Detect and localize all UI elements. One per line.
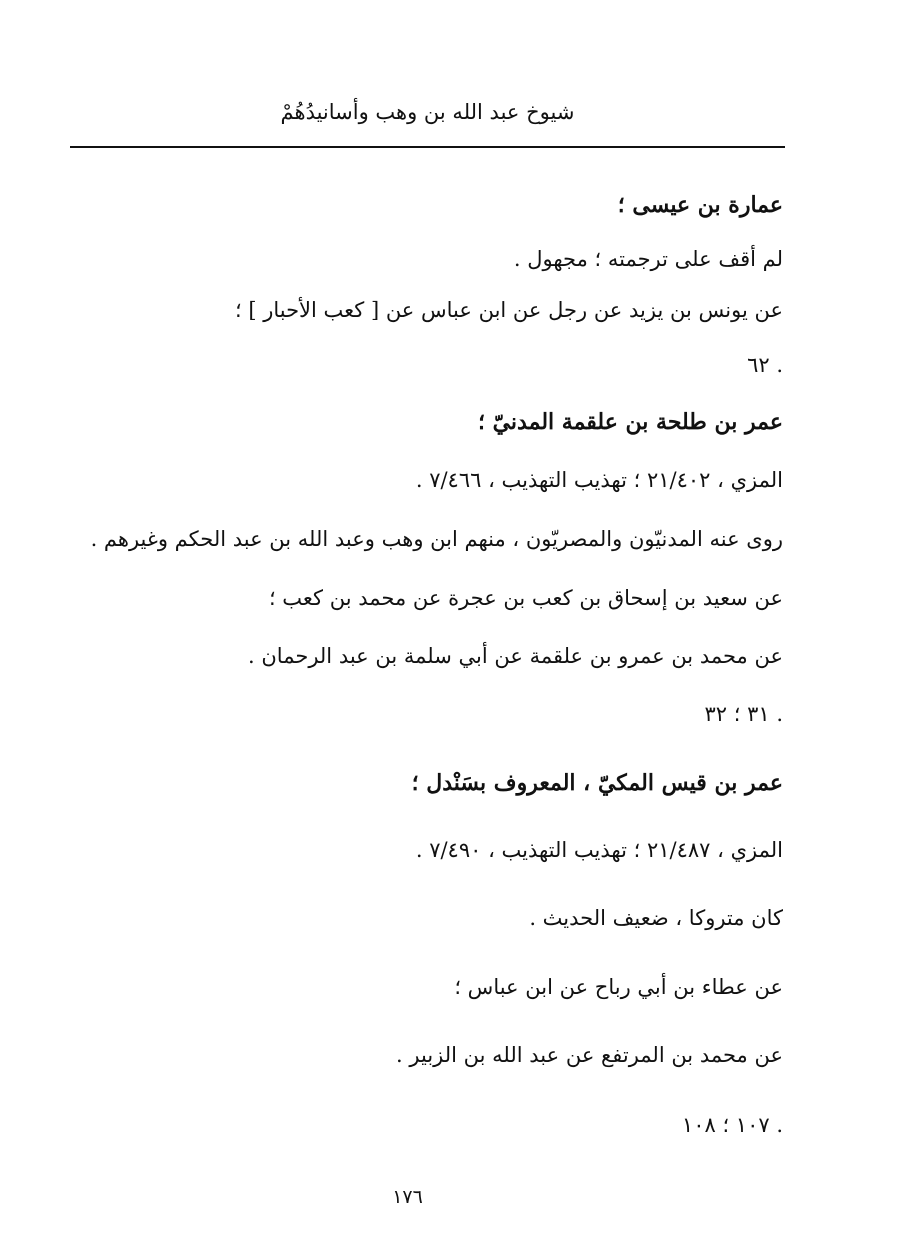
entry-line: عن محمد بن عمرو بن علقمة عن أبي سلمة بن عبد الرحمان .	[248, 644, 783, 668]
entry-line: عن محمد بن المرتفع عن عبد الله بن الزبير .	[396, 1043, 783, 1067]
entry-line: . ٣١ ؛ ٣٢	[704, 702, 783, 726]
entry-line: عن يونس بن يزيد عن رجل عن ابن عباس عن [ كعب الأحبار ] ؛	[234, 298, 783, 322]
entry-name: عمارة بن عيسى ؛	[617, 192, 783, 218]
entry-line: عن سعيد بن إسحاق بن كعب بن عجرة عن محمد بن كعب ؛	[268, 586, 783, 610]
running-header: شيوخ عبد الله بن وهب وأسانيدُهُمْ	[280, 100, 575, 124]
entry-name: عمر بن قيس المكيّ ، المعروف بسَنْدل ؛	[411, 770, 783, 796]
entry-line: كان متروكا ، ضعيف الحديث .	[529, 906, 783, 930]
entry-line: . ١٠٧ ؛ ١٠٨	[681, 1113, 783, 1137]
entry-line: عن عطاء بن أبي رباح عن ابن عباس ؛	[454, 975, 783, 999]
entry-line: المزي ، ٢١/٤٨٧ ؛ تهذيب التهذيب ، ٧/٤٩٠ .	[415, 838, 783, 862]
header-rule	[70, 146, 785, 148]
page-number: ١٧٦	[392, 1186, 423, 1208]
entry-line: روى عنه المدنيّون والمصريّون ، منهم ابن وهب وعبد الله بن عبد الحكم وغيرهم .	[90, 527, 783, 551]
entry-line: . ٦٢	[747, 353, 783, 377]
entry-name: عمر بن طلحة بن علقمة المدنيّ ؛	[477, 409, 783, 435]
entry-line: لم أقف على ترجمته ؛ مجهول .	[513, 247, 783, 271]
entry-line: المزي ، ٢١/٤٠٢ ؛ تهذيب التهذيب ، ٧/٤٦٦ .	[415, 468, 783, 492]
